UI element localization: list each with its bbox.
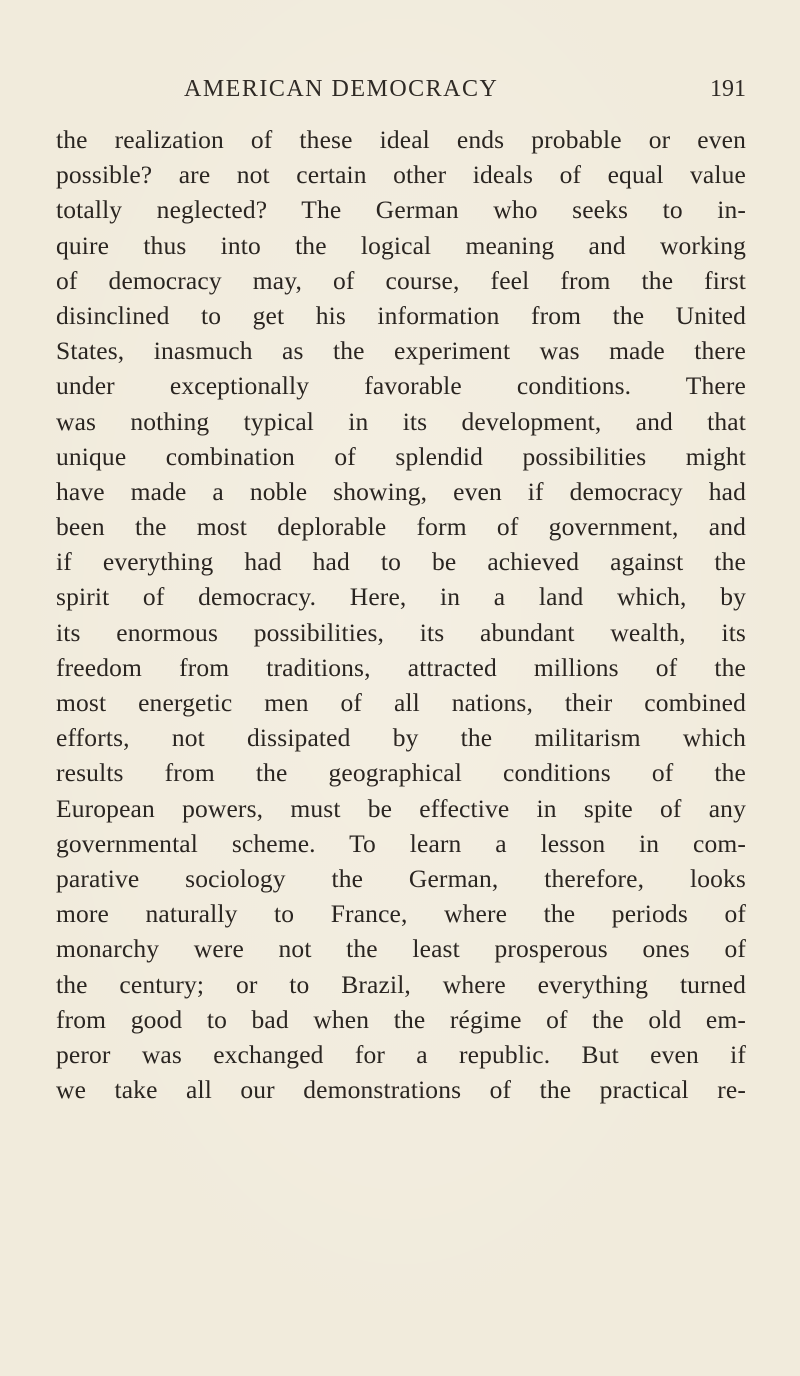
body-text (56, 122, 746, 1107)
text-line: freedom from traditions, attracted millions of the (56, 652, 746, 682)
text-line: monarchy were not the least prosperous ones of (56, 934, 746, 964)
text-line: quire thus into the logical meaning and working (56, 230, 746, 260)
text-line: have made a noble showing, even if democracy had (56, 476, 746, 506)
text-line: unique combination of splendid possibilities might (56, 441, 746, 471)
text-line: totally neglected? The German who seeks to in- (56, 195, 746, 225)
text-line: disinclined to get his information from the United (56, 300, 746, 330)
text-line: the century; or to Brazil, where everything turned (56, 969, 746, 999)
text-line: under exceptionally favorable conditions. There (56, 371, 746, 401)
running-head (56, 76, 746, 116)
page-number: 191 (710, 76, 746, 102)
text-line: we take all our demonstrations of the practical re- (56, 1075, 746, 1105)
text-line: possible? are not certain other ideals of equal value (56, 160, 746, 190)
text-line: of democracy may, of course, feel from the first (56, 265, 746, 295)
text-line: if everything had had to be achieved against the (56, 547, 746, 577)
text-line: peror was exchanged for a republic. But even if (56, 1039, 746, 1069)
text-line: States, inasmuch as the experiment was made there (56, 336, 746, 366)
text-line: results from the geographical conditions of the (56, 758, 746, 788)
text-line: was nothing typical in its development, and that (56, 406, 746, 436)
text-line: governmental scheme. To learn a lesson in com- (56, 828, 746, 858)
running-title: AMERICAN DEMOCRACY (184, 76, 499, 102)
text-line: from good to bad when the régime of the old em- (56, 1004, 746, 1034)
text-line: most energetic men of all nations, their combined (56, 688, 746, 717)
text-line: spirit of democracy. Here, in a land which, by (56, 582, 746, 612)
text-line: parative sociology the German, therefore, looks (56, 863, 746, 893)
text-line: more naturally to France, where the periods of (56, 899, 746, 929)
text-line: European powers, must be effective in spite of any (56, 793, 746, 823)
text-line: efforts, not dissipated by the militarism which (56, 723, 746, 753)
text-line: the realization of these ideal ends probable or even (56, 125, 746, 154)
text-line: its enormous possibilities, its abundant wealth, its (56, 617, 746, 647)
text-line: been the most deplorable form of government, and (56, 512, 746, 542)
